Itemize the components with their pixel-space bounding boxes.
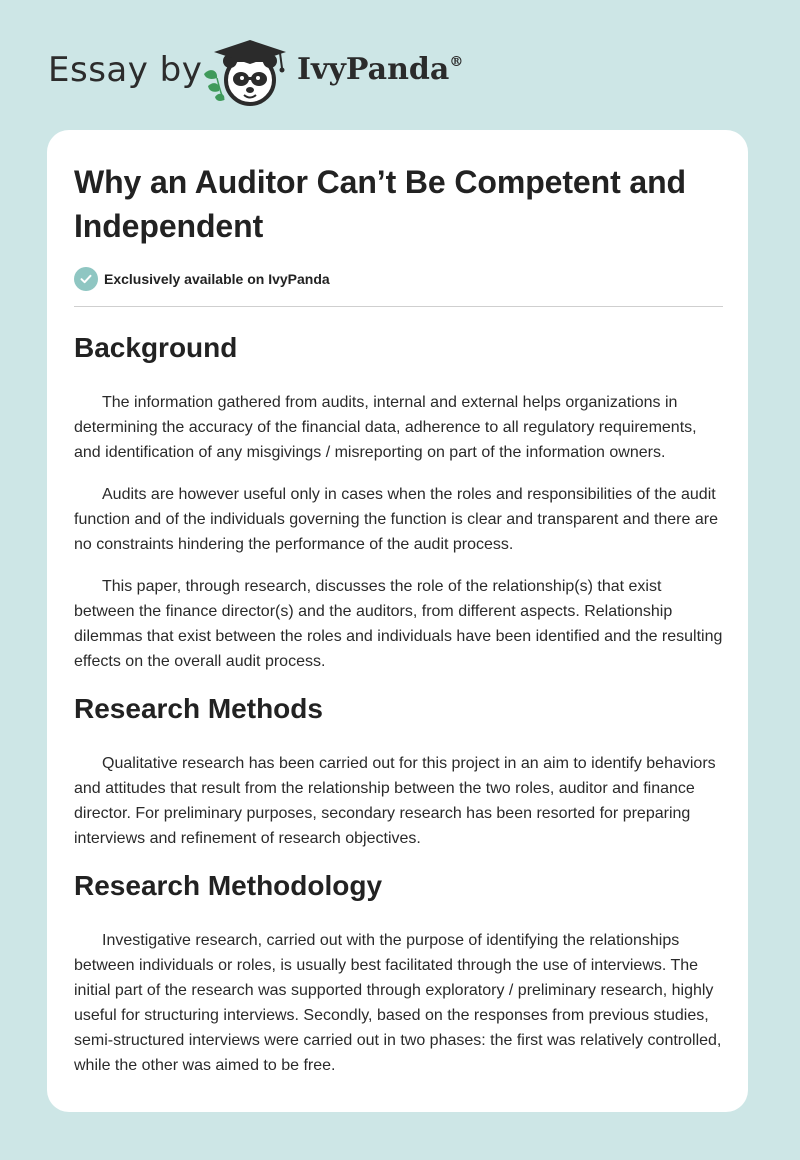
exclusive-label: Exclusively available on IvyPanda [104, 271, 330, 287]
site-header [0, 0, 800, 130]
check-icon [74, 267, 98, 291]
section-heading-research-methods: Research Methods [74, 693, 323, 724]
registered-mark: ® [449, 54, 464, 70]
page-title: Why an Auditor Can’t Be Competent and Independent [74, 164, 687, 244]
paragraph: The information gathered from audits, internal and external helps organizations in determining the accuracy of the financial data, adherence to all regulatory requirements, and identification of any misgivings / misreporting on part of the information owners. [74, 394, 697, 461]
panda-graduate-icon[interactable] [200, 34, 292, 110]
paragraph: Investigative research, carried out with the purpose of identifying the relationships between individuals or roles, is usually best facilitated through the use of interviews. The initial part of the research was supported through exploratory / preliminary research, highly useful for structuring interviews. Secondly, based on the responses from previous studies, semi-structured interviews were carried out in two phases: the first was relatively controlled, while the other was aimed to be free. [74, 932, 722, 1074]
brand-name[interactable] [297, 52, 463, 87]
paragraph: Qualitative research has been carried out for this project in an aim to identify behaviors and attitudes that result from the relationship between the two roles, auditor and finance director. For preliminary purposes, secondary research has been resorted for preparing interviews and refinement of research objectives. [74, 755, 716, 847]
divider [74, 306, 723, 307]
paragraph: Audits are however useful only in cases when the roles and responsibilities of the audit function and of the individuals governing the function is clear and transparent and there are no constraints hindering the performance of the audit process. [74, 486, 718, 553]
brand-text: IvyPanda [297, 52, 450, 87]
essay-card [47, 130, 748, 1112]
exclusive-badge [74, 265, 722, 293]
section-heading-background: Background [74, 332, 238, 363]
section-heading-research-methodology: Research Methodology [74, 870, 383, 901]
essay-by-label: Essay by [48, 50, 203, 90]
paragraph: This paper, through research, discusses the role of the relationship(s) that exist between the finance director(s) and the auditors, from different aspects. Relationship dilemmas that exist between the roles and individuals have been identified and the resulting effects on the overall audit process. [74, 578, 723, 670]
